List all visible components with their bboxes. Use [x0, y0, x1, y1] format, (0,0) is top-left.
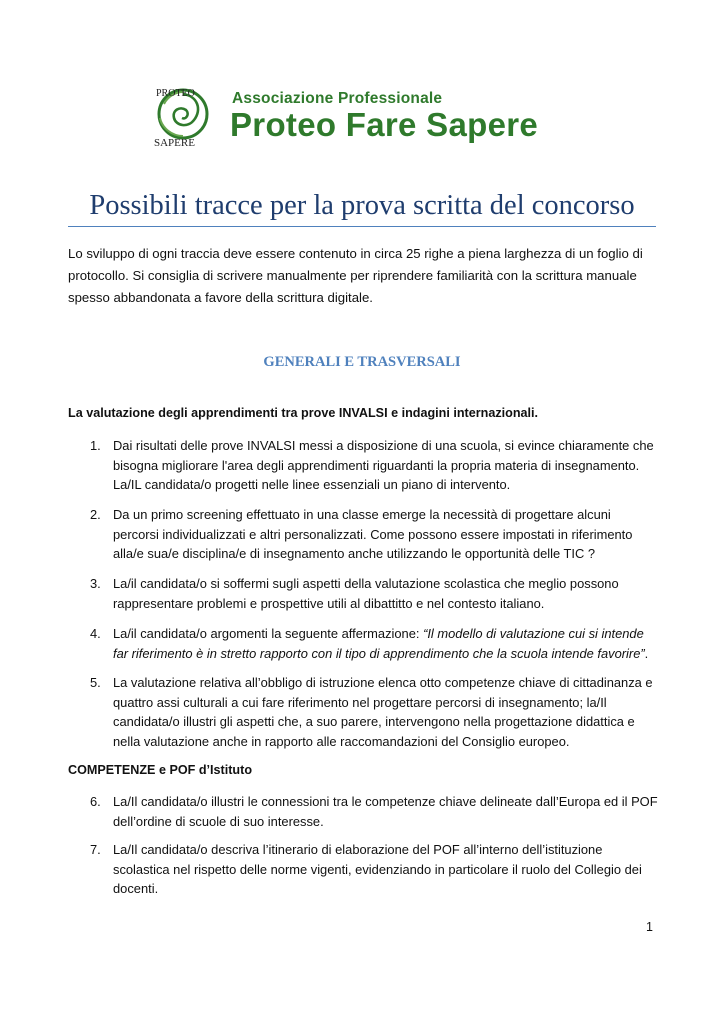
- title-underline: [68, 226, 656, 227]
- svg-text:SAPERE: SAPERE: [154, 137, 195, 148]
- item-text: La valutazione relativa all’obbligo di istruzione elenca otto competenze chiave di cittadinanza e quattro assi culturali a cui fare riferimento nel progettare percorsi di insegnamento; la/Il candidata/o illustri gli aspetti che, a suo parere, intervengono nella progettazione didattica e nella valutazione anche in rapporto alle raccomandazioni del Consiglio europeo.: [113, 675, 653, 749]
- association-label: Associazione Professionale: [232, 90, 443, 107]
- subheading-valutazione: La valutazione degli apprendimenti tra prove INVALSI e indagini internazionali.: [68, 406, 539, 420]
- intro-paragraph: Lo sviluppo di ogni traccia deve essere contenuto in circa 25 righe a piena larghezza di un foglio di protocollo. Si consiglia di scrivere manualmente per riprendere familiarità con la scrittura manuale spesso abbandonata a favore della scrittura digitale.: [68, 246, 643, 305]
- logo: [146, 84, 582, 148]
- item-number: 2.: [90, 507, 101, 522]
- list-item: [68, 505, 660, 564]
- item-quote: “Il modello di valutazione cui si intende far riferimento è in stretto rapporto con il tipo di apprendimento che la scuola intende favorire”: [113, 626, 645, 661]
- item-text-plain: La/il candidata/o argomenti la seguente affermazione:: [113, 626, 424, 641]
- proteo-emblem-icon: [146, 84, 220, 148]
- item-text-end: .: [644, 645, 649, 661]
- section-heading: GENERALI E TRASVERSALI: [263, 354, 461, 370]
- item-text: La/Il candidata/o illustri le connessioni tra le competenze chiave delineate dall’Europa ed il POF dell’ordine di scuole di suo interesse.: [113, 794, 658, 829]
- organization-name: Proteo Fare Sapere: [230, 106, 539, 143]
- item-text: La/il candidata/o si soffermi sugli aspetti della valutazione scolastica che meglio possono rappresentare problemi e prospettive utili al dibattitto e nel contesto italiano.: [113, 576, 619, 611]
- item-text: La/Il candidata/o descriva l’itinerario di elaborazione del POF all’interno dell’istituzione scolastica nel rispetto delle norme vigenti, evidenziando in particolare il ruolo del Collegio dei docenti.: [113, 842, 642, 896]
- item-text: Da un primo screening effettuato in una classe emerge la necessità di progettare alcuni percorsi individualizzati e altri personalizzati. Come possono essere impostati in riferimento alla/e sua/e disciplina/e di insegnamento anche utilizzando le opportunità delle TIC ?: [113, 507, 633, 561]
- item-number: 5.: [90, 675, 101, 690]
- item-number: 3.: [90, 576, 101, 591]
- item-number: 1.: [90, 438, 101, 453]
- list-item: [68, 436, 660, 495]
- document-title: Possibili tracce per la prova scritta del concorso: [89, 190, 635, 221]
- item-number: 4.: [90, 626, 101, 641]
- list-item: [68, 840, 660, 899]
- list-item: [68, 624, 660, 663]
- svg-text:PROTEO: PROTEO: [156, 88, 195, 99]
- subheading-competenze: COMPETENZE e POF d’Istituto: [68, 763, 253, 777]
- list-item: [68, 574, 660, 613]
- item-number: 6.: [90, 794, 101, 809]
- item-text: Dai risultati delle prove INVALSI messi a disposizione di una scuola, si evince chiaramente che bisogna migliorare l'area degli apprendimenti riguardanti la propria materia di insegnamento. La/IL candidata/o progetti nelle linee essenziali un piano di intervento.: [113, 438, 654, 492]
- list-item: [68, 673, 660, 751]
- item-text: [113, 624, 660, 663]
- list-item: [68, 792, 660, 831]
- item-number: 7.: [90, 842, 101, 857]
- page-number: 1: [646, 920, 653, 934]
